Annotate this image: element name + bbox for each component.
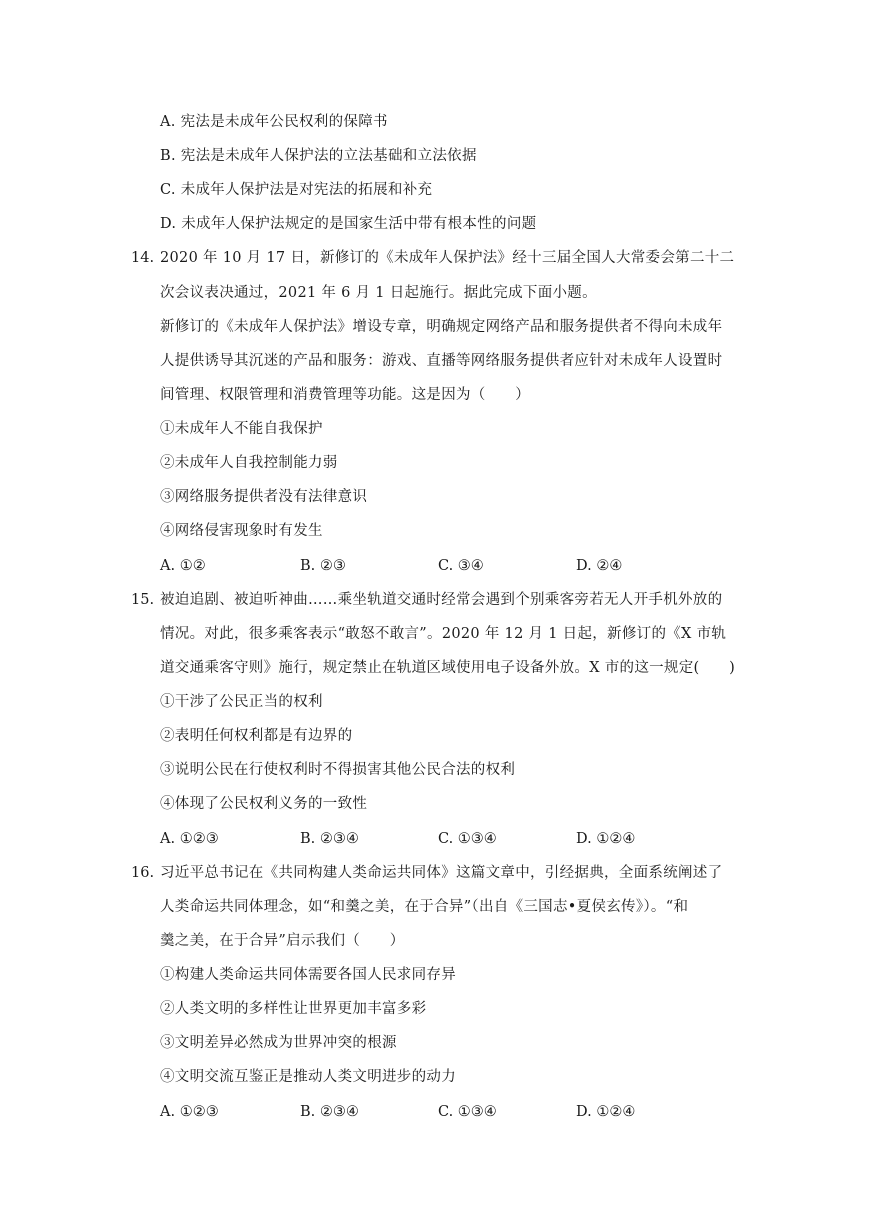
q15-number: 15. (131, 592, 155, 608)
q14-stem-line: 2020 年 10 月 17 日，新修订的《未成年人保护法》经十三届全国人大常委会第二十二 (160, 250, 735, 266)
q16-statement: ②人类文明的多样性让世界更加丰富多彩 (160, 1001, 427, 1017)
q14-stem-line: 新修订的《未成年人保护法》增设专章，明确规定网络产品和服务提供者不得向未成年 (160, 319, 723, 335)
q16-stem-line: 习近平总书记在《共同构建人类命运共同体》这篇文章中，引经据典，全面系统阐述了 (160, 865, 723, 881)
q15-stem-line: 被迫追剧、被迫听神曲……乘坐轨道交通时经常会遇到个别乘客旁若无人开手机外放的 (160, 592, 723, 608)
q14-statement: ②未成年人自我控制能力弱 (160, 455, 338, 471)
q14-statement: ③网络服务提供者没有法律意识 (160, 489, 368, 505)
q14-choice-c: C. ③④ (438, 558, 484, 574)
q14-choice-a: A. ①② (160, 558, 206, 574)
q16-statement: ④文明交流互鉴正是推动人类文明进步的动力 (160, 1069, 456, 1085)
q14-choice-b: B. ②③ (300, 558, 346, 574)
q14-stem-line: 人提供诱导其沉迷的产品和服务：游戏、直播等网络服务提供者应针对未成年人设置时 (160, 353, 723, 369)
q15-statement: ③说明公民在行使权利时不得损害其他公民合法的权利 (160, 762, 516, 778)
q14-number: 14. (131, 250, 155, 266)
q13-option-b: B. 宪法是未成年人保护法的立法基础和立法依据 (160, 148, 477, 164)
q15-statement: ①干涉了公民正当的权利 (160, 694, 323, 710)
q16-choice-a: A. ①②③ (160, 1104, 219, 1120)
q16-choice-c: C. ①③④ (438, 1104, 497, 1120)
q16-choice-d: D. ①②④ (576, 1104, 636, 1120)
q14-stem-line: 次会议表决通过，2021 年 6 月 1 日起施行。据此完成下面小题。 (160, 285, 597, 301)
q16-statement: ③文明差异必然成为世界冲突的根源 (160, 1035, 397, 1051)
q15-stem-line: 道交通乘客守则》施行，规定禁止在轨道区域使用电子设备外放。X 市的这一规定( ) (160, 660, 736, 676)
q15-choice-a: A. ①②③ (160, 831, 219, 847)
q16-number: 16. (131, 865, 155, 881)
q16-stem-line: 人类命运共同体理念，如“和羹之美，在于合异”（出自《三国志•夏侯玄传》）。“和 (160, 899, 689, 915)
q15-choice-d: D. ①②④ (576, 831, 636, 847)
q13-option-a: A. 宪法是未成年公民权利的保障书 (160, 114, 388, 130)
q14-choice-d: D. ②④ (576, 558, 623, 574)
q16-statement: ①构建人类命运共同体需要各国人民求同存异 (160, 967, 456, 983)
q15-choice-c: C. ①③④ (438, 831, 497, 847)
q15-choice-b: B. ②③④ (300, 831, 359, 847)
q14-statement: ④网络侵害现象时有发生 (160, 523, 323, 539)
q14-statement: ①未成年人不能自我保护 (160, 421, 323, 437)
q16-stem-line: 羹之美，在于合异”启示我们（ ） (160, 933, 405, 949)
q13-option-d: D. 未成年人保护法规定的是国家生活中带有根本性的问题 (160, 216, 537, 232)
q13-option-c: C. 未成年人保护法是对宪法的拓展和补充 (160, 182, 433, 198)
q14-stem-line: 间管理、权限管理和消费管理等功能。这是因为（ ） (160, 387, 530, 403)
q15-stem-line: 情况。对此，很多乘客表示“敢怒不敢言”。2020 年 12 月 1 日起，新修订的《X 市轨 (160, 626, 727, 642)
q15-statement: ④体现了公民权利义务的一致性 (160, 796, 368, 812)
q16-choice-b: B. ②③④ (300, 1104, 359, 1120)
q15-statement: ②表明任何权利都是有边界的 (160, 728, 353, 744)
